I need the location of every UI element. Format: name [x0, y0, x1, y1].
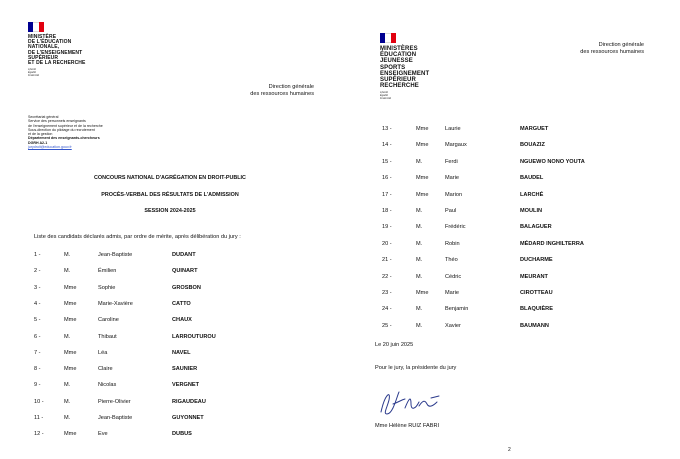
candidate-civility: M. — [64, 268, 71, 275]
logo-line: DE L'ENSEIGNEMENT — [28, 49, 83, 56]
french-flag-icon — [28, 22, 44, 32]
logo-line: SPORTS — [380, 64, 406, 71]
contest-title: CONCOURS NATIONAL D'AGRÉGATION EN DROIT-PUBLIC — [94, 175, 246, 181]
candidate-row — [34, 252, 314, 260]
candidate-last-name: BAUDEL — [520, 175, 544, 182]
candidate-first-name: Paul — [445, 208, 457, 214]
candidate-rank: 9 - — [34, 382, 41, 389]
motto-line: Fraternité — [380, 97, 392, 101]
candidate-row — [34, 366, 314, 374]
candidate-last-name: GUYONNET — [172, 415, 204, 421]
candidate-last-name: BOUAZIZ — [520, 142, 545, 149]
candidate-row — [382, 224, 672, 232]
candidate-civility: Mme — [416, 290, 429, 296]
candidate-civility: Mme — [64, 349, 77, 356]
candidate-rank: 5 - — [34, 317, 41, 324]
candidate-last-name: MEURANT — [520, 273, 548, 280]
candidate-row — [382, 208, 672, 216]
candidate-last-name: LARCHÉ — [520, 191, 544, 198]
logo-line: NATIONALE, — [28, 44, 60, 51]
service-line: Service des personnels enseignants — [28, 119, 86, 124]
candidate-row — [34, 399, 314, 407]
candidate-row — [382, 290, 672, 298]
candidate-first-name: Marie — [445, 175, 459, 182]
candidate-last-name: MOULIN — [520, 208, 543, 214]
ministry-name — [380, 46, 429, 89]
candidate-civility: M. — [416, 240, 423, 247]
candidate-row — [382, 159, 672, 167]
candidate-civility: Mme — [64, 431, 77, 438]
candidate-first-name: Marie-Xavière — [98, 300, 133, 307]
candidate-civility: M. — [416, 158, 423, 165]
republic-motto — [28, 68, 85, 77]
candidate-first-name: Cédric — [445, 273, 462, 280]
motto-line: Égalité — [380, 94, 388, 98]
jury-statement: Pour le jury, la présidente du jury — [375, 365, 457, 371]
candidate-rank: 12 - — [34, 431, 44, 438]
candidate-row — [382, 241, 672, 249]
candidate-rank: 23 - — [382, 290, 392, 296]
session-title: SESSION 2024-2025 — [144, 208, 196, 214]
service-line: et de la gestion — [28, 132, 53, 137]
dg-line: Direction générale — [268, 84, 314, 90]
candidate-rank: 10 - — [34, 398, 44, 405]
candidate-civility: Mme — [64, 284, 77, 291]
candidate-rank: 25 - — [382, 322, 392, 329]
candidate-rank: 22 - — [382, 273, 392, 280]
candidate-rank: 18 - — [382, 208, 392, 214]
candidate-last-name: CHAUX — [172, 317, 192, 324]
republic-motto — [380, 91, 429, 100]
candidate-first-name: Marion — [445, 191, 463, 198]
candidate-row — [382, 257, 672, 265]
candidate-first-name: Caroline — [98, 317, 119, 324]
candidate-row — [382, 142, 672, 150]
service-line: Département des enseignants-chercheurs — [28, 136, 100, 141]
candidate-first-name: Robin — [445, 240, 460, 247]
candidate-civility: Mme — [64, 366, 77, 373]
candidate-rank: 20 - — [382, 240, 392, 247]
candidate-rank: 14 - — [382, 142, 392, 149]
signature-date: Le 20 juin 2025 — [375, 342, 414, 348]
candidate-civility: Mme — [416, 126, 429, 132]
candidate-civility: M. — [416, 273, 423, 280]
candidate-civility: Mme — [416, 191, 429, 198]
logo-line: ENSEIGNEMENT — [380, 70, 430, 77]
report-title: PROCÈS-VERBAL DES RÉSULTATS DE L'ADMISSION — [101, 192, 239, 198]
candidate-rank: 19 - — [382, 224, 392, 231]
candidate-first-name: Pierre-Olivier — [98, 398, 131, 405]
candidate-last-name: NGUEWO NONO YOUTA — [520, 158, 585, 165]
service-block — [28, 115, 158, 149]
candidate-first-name: Frédéric — [445, 224, 466, 231]
candidate-last-name: MÉDARD INGHILTERRA — [520, 240, 584, 247]
logo-line: SUPÉRIEUR — [380, 77, 416, 84]
logo-line: DE L'ÉDUCATION — [28, 39, 72, 46]
signer-name: Mme Hélène RUIZ FABRI — [375, 423, 440, 429]
intro-text: Liste des candidats déclarés admis, par ordre de mérite, après délibération du jury : — [34, 234, 241, 240]
contact-email-link[interactable]: jurydroit@education.gouv.fr — [28, 145, 72, 150]
motto-line: Égalité — [28, 71, 36, 75]
direction-generale — [190, 84, 314, 98]
ministry-logo-right — [380, 33, 429, 100]
candidate-row — [382, 274, 672, 282]
candidate-row — [34, 317, 314, 325]
candidate-last-name: DUBUS — [172, 431, 192, 438]
candidate-row — [382, 192, 672, 200]
candidate-first-name: Claire — [98, 366, 113, 373]
candidate-row — [382, 323, 672, 331]
candidate-first-name: Émilien — [98, 268, 117, 275]
logo-line: RECHERCHE — [380, 83, 419, 90]
candidate-civility: M. — [416, 257, 423, 264]
candidate-last-name: CIROTTEAU — [520, 290, 553, 296]
candidate-civility: M. — [416, 322, 423, 329]
candidate-civility: Mme — [416, 175, 429, 182]
candidate-row — [34, 301, 314, 309]
service-line: Sous-direction du pilotage du recrutement — [28, 127, 95, 132]
candidate-last-name: VERGNET — [172, 382, 200, 389]
motto-line: Fraternité — [28, 74, 40, 78]
candidate-row — [34, 431, 314, 439]
motto-line: Liberté — [380, 91, 388, 95]
candidate-rank: 21 - — [382, 257, 392, 264]
service-line: de l'enseignement supérieur et de la recherche — [28, 123, 103, 128]
dg-line: des ressources humaines — [250, 91, 314, 97]
dg-line: des ressources humaines — [580, 49, 644, 55]
candidate-rank: 4 - — [34, 300, 41, 307]
candidate-last-name: NAVEL — [172, 349, 191, 356]
candidate-rank: 7 - — [34, 349, 41, 356]
handwritten-signature — [375, 384, 445, 420]
candidate-row — [382, 306, 672, 314]
candidate-civility: M. — [64, 333, 71, 340]
candidate-row — [382, 175, 672, 183]
candidate-row — [34, 350, 314, 358]
motto-line: Liberté — [28, 68, 36, 72]
ministry-name — [28, 35, 85, 66]
candidate-first-name: Margaux — [445, 142, 467, 149]
candidate-first-name: Sophie — [98, 284, 116, 291]
candidate-rank: 15 - — [382, 158, 392, 165]
candidate-civility: M. — [64, 252, 71, 258]
candidate-civility: M. — [64, 382, 71, 389]
candidate-rank: 1 - — [34, 252, 41, 258]
candidate-first-name: Ferdi — [445, 158, 458, 165]
candidate-last-name: SAUNIER — [172, 366, 198, 373]
logo-line: ET DE LA RECHERCHE — [28, 60, 86, 67]
page-number: 2 — [508, 447, 511, 453]
candidate-last-name: QUINART — [172, 268, 198, 275]
candidate-last-name: DUCHARME — [520, 257, 553, 264]
candidate-rank: 13 - — [382, 126, 392, 132]
candidate-last-name: RIGAUDEAU — [172, 398, 206, 405]
candidate-last-name: BAUMANN — [520, 322, 549, 329]
candidate-rank: 17 - — [382, 191, 392, 198]
candidate-first-name: Laurie — [445, 126, 461, 132]
candidate-first-name: Thibaut — [98, 333, 117, 340]
candidate-first-name: Xavier — [445, 322, 461, 329]
candidate-last-name: BALAGUER — [520, 224, 552, 231]
candidate-last-name: MARGUET — [520, 126, 549, 132]
ministry-logo-left — [28, 22, 85, 77]
candidate-first-name: Benjamin — [445, 306, 469, 313]
candidate-civility: Mme — [64, 300, 77, 307]
candidate-first-name: Nicolas — [98, 382, 117, 389]
candidate-civility: Mme — [416, 142, 429, 149]
candidate-rank: 6 - — [34, 333, 41, 340]
candidate-first-name: Léa — [98, 349, 108, 356]
candidate-civility: M. — [416, 208, 423, 214]
candidate-rank: 2 - — [34, 268, 41, 275]
dg-line: Direction générale — [598, 42, 644, 48]
candidate-last-name: GROSBON — [172, 284, 201, 291]
candidate-rank: 11 - — [34, 415, 44, 421]
french-flag-icon — [380, 33, 396, 43]
candidate-rank: 8 - — [34, 366, 41, 373]
candidate-first-name: Théo — [445, 257, 458, 264]
candidate-first-name: Marie — [445, 290, 459, 296]
candidate-rank: 3 - — [34, 284, 41, 291]
candidate-row — [34, 382, 314, 390]
candidate-row — [382, 126, 672, 134]
candidate-last-name: DUDANT — [172, 252, 196, 258]
logo-line: SUPÉRIEUR — [28, 54, 59, 61]
candidate-last-name: CATTO — [172, 300, 191, 307]
candidate-first-name: Eve — [98, 431, 108, 438]
candidate-last-name: BLAQUIÈRE — [520, 306, 553, 313]
service-code: DGRH A2-1 — [28, 140, 48, 145]
logo-line: ÉDUCATION — [380, 52, 417, 59]
candidate-rank: 24 - — [382, 306, 392, 313]
candidate-civility: Mme — [64, 317, 77, 324]
candidate-rank: 16 - — [382, 175, 392, 182]
logo-line: JEUNESSE — [380, 58, 413, 65]
logo-line: MINISTÈRE — [28, 34, 57, 40]
candidate-row — [34, 334, 314, 342]
candidate-row — [34, 415, 314, 423]
candidate-row — [34, 268, 314, 276]
candidate-civility: M. — [416, 306, 423, 313]
direction-generale — [520, 42, 644, 56]
candidate-civility: M. — [416, 224, 423, 231]
candidate-last-name: LARROUTUROU — [172, 333, 216, 340]
logo-line: MINISTÈRES — [380, 46, 418, 52]
candidate-civility: M. — [64, 398, 71, 405]
candidate-row — [34, 285, 314, 293]
service-line: Secrétariat général — [28, 115, 59, 119]
candidate-first-name: Jean-Baptiste — [98, 252, 133, 258]
candidate-civility: M. — [64, 415, 71, 421]
candidate-first-name: Jean-Baptiste — [98, 415, 133, 421]
